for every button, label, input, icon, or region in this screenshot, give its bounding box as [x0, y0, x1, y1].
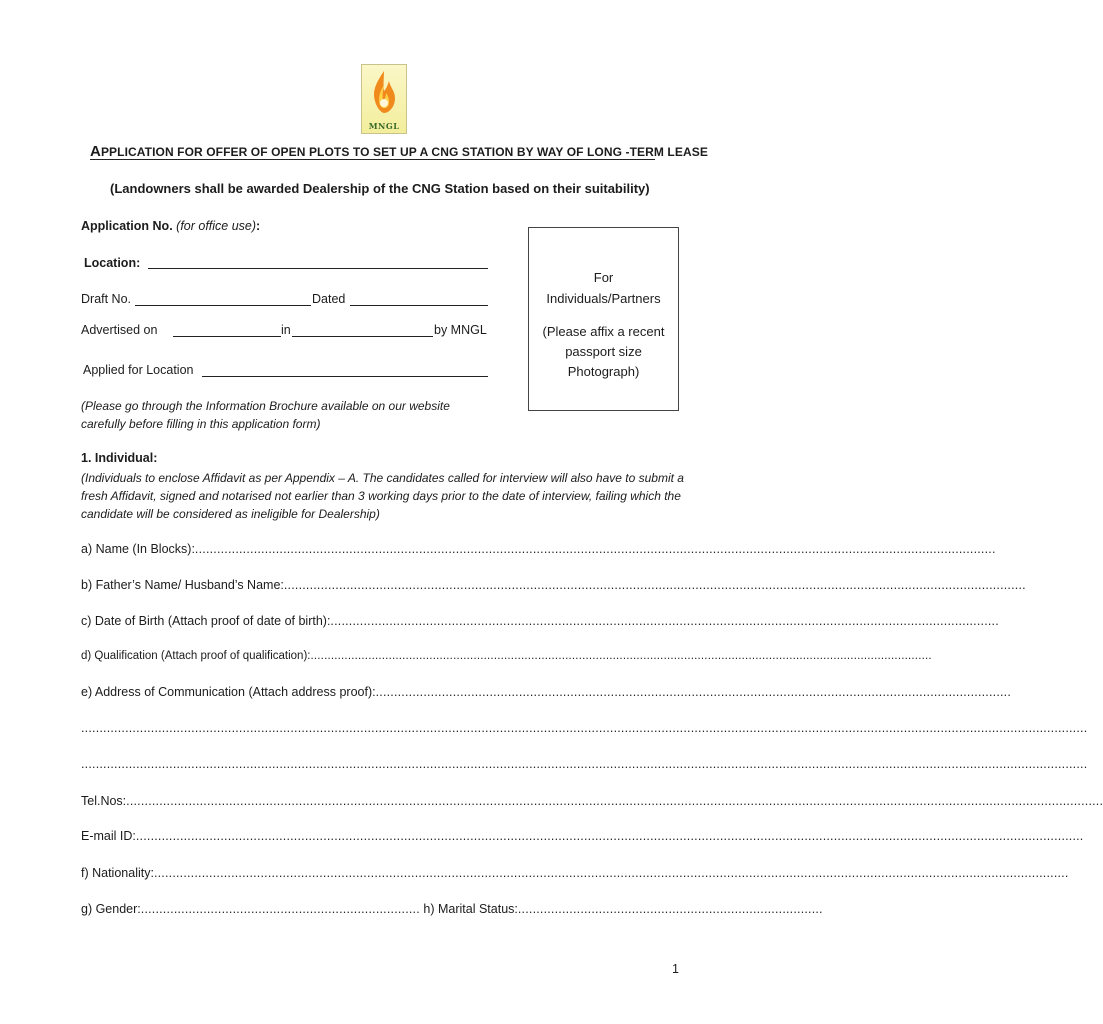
- by-mngl-label: by MNGL: [434, 323, 487, 337]
- gender-label: g) Gender:: [81, 902, 141, 916]
- advertised-on-field[interactable]: [173, 336, 281, 337]
- applied-for-location-label: Applied for Location: [83, 363, 194, 377]
- marital-status-label: h) Marital Status:: [423, 902, 518, 916]
- tel-field[interactable]: [81, 794, 1103, 808]
- address-line-3-dots: ..................................................................................................................................................................................................................................................................................: [81, 757, 1088, 771]
- nationality-label: f) Nationality:: [81, 866, 154, 880]
- page-subtitle: (Landowners shall be awarded Dealership of the CNG Station based on their suitability): [110, 181, 650, 196]
- dob-field[interactable]: [81, 614, 999, 628]
- tel-dots: ..........................................................................................................................................................................................................................................................................: [126, 794, 1103, 808]
- dob-label: c) Date of Birth (Attach proof of date of birth):: [81, 614, 331, 628]
- location-field[interactable]: [148, 268, 488, 269]
- logo-text: MNGL: [368, 121, 400, 131]
- dated-label: Dated: [312, 292, 346, 306]
- application-no-note: (for office use): [176, 219, 257, 233]
- dob-dots: ......................................................................................................................................................................................: [330, 614, 999, 628]
- photo-box-line1: For: [593, 270, 614, 285]
- draft-no-field[interactable]: [135, 305, 311, 306]
- email-label: E-mail ID:: [81, 829, 136, 843]
- section-note: (Individuals to enclose Affidavit as per Appendix – A. The candidates called for interview will also have to submit a fresh Affidavit, signed and notarised not earlier than 3 working days prior to the date of interview, failing which the candidate will be considered as ineligible for Dealership): [81, 471, 684, 521]
- email-field[interactable]: [81, 829, 1084, 843]
- application-no-colon: :: [256, 219, 261, 233]
- photo-box-line3: (Please affix a recent passport size Photograph): [542, 324, 665, 379]
- location-label: Location:: [84, 256, 141, 270]
- qualification-dots: .......................................................................................................................................................................................: [310, 650, 932, 662]
- page-number: 1: [672, 962, 679, 976]
- in-field[interactable]: [292, 336, 433, 337]
- qualification-field[interactable]: [81, 650, 932, 662]
- section-heading: 1. Individual:: [81, 451, 158, 465]
- nationality-field[interactable]: [81, 866, 1069, 880]
- address-line-3[interactable]: [81, 757, 1088, 771]
- name-field[interactable]: [81, 542, 996, 556]
- name-label: a) Name (In Blocks):: [81, 542, 195, 556]
- address-dots: .............................................................................................................................................................................: [375, 685, 1012, 699]
- address-label: e) Address of Communication (Attach address proof):: [81, 685, 376, 699]
- gender-marital-row: [81, 902, 823, 916]
- qualification-label: d) Qualification (Attach proof of qualification):: [81, 650, 311, 662]
- advertised-on-label: Advertised on: [81, 323, 158, 337]
- address-field[interactable]: [81, 685, 1012, 699]
- title-underline: [90, 159, 655, 160]
- application-no-row: [81, 219, 260, 233]
- name-dots: ..........................................................................................................................................................................................................................: [194, 542, 996, 556]
- flame-icon: [362, 65, 406, 123]
- dated-field[interactable]: [350, 305, 488, 306]
- gender-dots[interactable]: ............................................................................: [140, 902, 420, 916]
- marital-status-dots[interactable]: ...................................................................................: [517, 902, 823, 916]
- email-dots: ..................................................................................................................................................................................................................................................................: [135, 829, 1084, 843]
- father-name-field[interactable]: [81, 578, 1026, 592]
- address-line-2[interactable]: [81, 721, 1088, 735]
- father-name-dots: ..........................................................................................................................................................................................................: [283, 578, 1026, 592]
- application-no-label: Application No.: [81, 219, 173, 233]
- page-title: APPLICATION FOR OFFER OF OPEN PLOTS TO SET UP A CNG STATION BY WAY OF LONG -TERM LEASE: [90, 143, 708, 160]
- in-label: in: [281, 323, 291, 337]
- draft-no-label: Draft No.: [81, 292, 132, 306]
- mngl-logo: [361, 64, 407, 134]
- address-line-2-dots: ..................................................................................................................................................................................................................................................................................: [81, 721, 1088, 735]
- info-note: (Please go through the Information Brochure available on our website carefully before filling in this application form): [81, 399, 450, 431]
- photo-box: [528, 227, 679, 411]
- applied-for-location-field[interactable]: [202, 376, 488, 377]
- tel-label: Tel.Nos:: [81, 794, 127, 808]
- photo-box-line2: Individuals/Partners: [546, 291, 661, 306]
- father-name-label: b) Father’s Name/ Husband’s Name:: [81, 578, 284, 592]
- nationality-dots: .........................................................................................................................................................................................................................................................: [153, 866, 1069, 880]
